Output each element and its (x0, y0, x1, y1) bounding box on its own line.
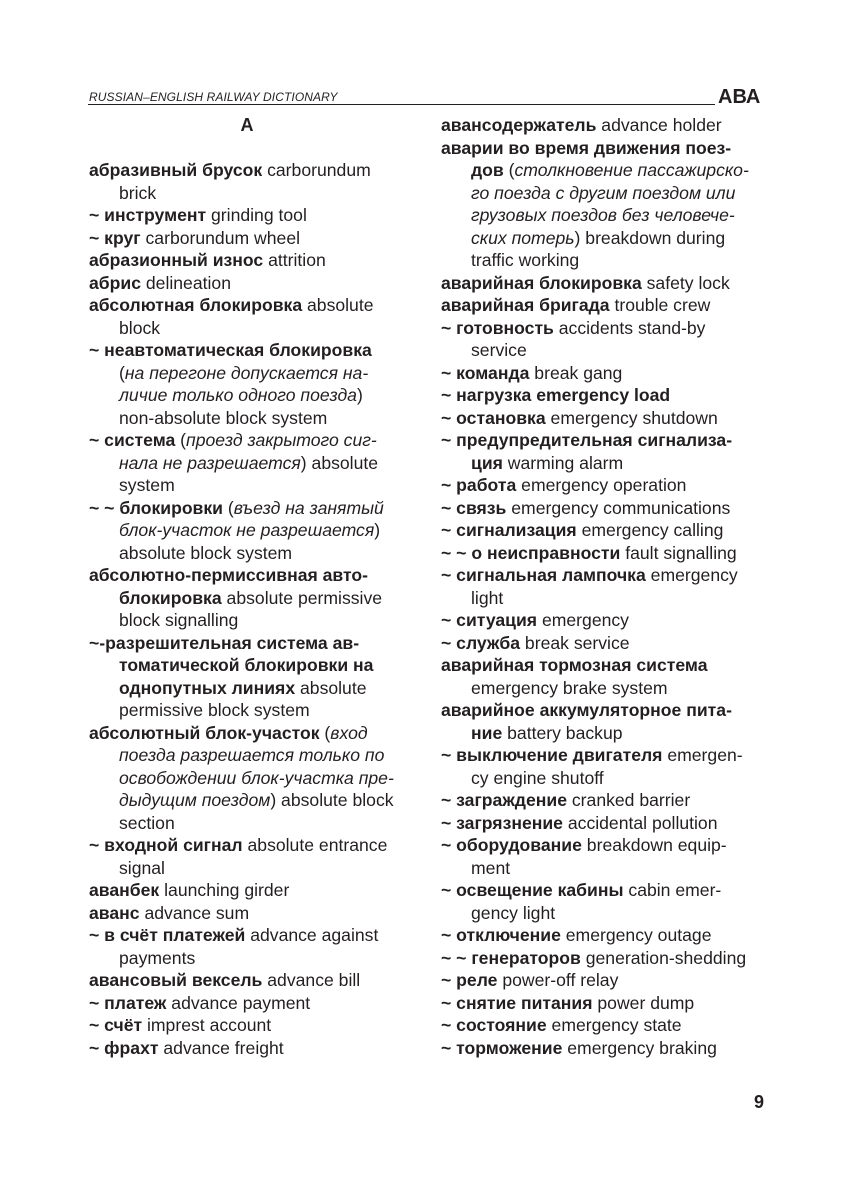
headword: ~ выключение двигателя (441, 745, 663, 765)
dictionary-entry (89, 879, 419, 902)
translation: cranked barrier (566, 790, 691, 810)
headword: абразионный износ (89, 250, 264, 270)
gloss: дыдущим поездом (119, 790, 271, 810)
headword: ~ ситуация (441, 610, 538, 630)
dictionary-entry (441, 114, 777, 137)
translation: advance against (245, 925, 379, 945)
gloss: нала не разрешается (119, 452, 301, 473)
dictionary-entry (89, 204, 419, 227)
dictionary-entry (441, 924, 777, 947)
gloss: блок-участок не разрешается (119, 520, 375, 540)
gloss: го поезда с другим поездом или (471, 182, 736, 203)
running-header-title: RUSSIAN–ENGLISH RAILWAY DICTIONARY (89, 90, 338, 104)
headword: абсолютно-пермиссивная авто- (89, 565, 369, 585)
headword: абразивный брусок (89, 160, 263, 180)
gloss: на перегоне допускается на- (124, 362, 369, 383)
headword: ~ сигнальная лампочка (441, 565, 646, 585)
gloss-paren: ( (175, 430, 187, 450)
translation: ) breakdown during (574, 227, 726, 248)
translation: absolute entrance (242, 835, 388, 855)
headword: дов (471, 160, 504, 180)
translation: imprest account (142, 1015, 272, 1035)
gloss-paren: ( (319, 722, 331, 743)
headword: аварийная бригада (441, 295, 610, 315)
headword: ~-разрешительная система ав- (89, 632, 360, 653)
dictionary-entry (89, 294, 419, 339)
translation: trouble crew (609, 295, 711, 315)
headword: абсолютная блокировка (89, 295, 303, 315)
translation: emergen- (662, 745, 743, 765)
translation: signal (119, 857, 165, 878)
translation: carborundum wheel (140, 227, 301, 248)
headword: ~ связь (441, 497, 507, 518)
dictionary-entry (441, 497, 777, 520)
gloss: проезд закрытого сиг- (186, 430, 377, 450)
gloss: грузовых поездов без человече- (471, 205, 735, 225)
dictionary-entry (89, 249, 419, 272)
translation: absolute block system (119, 542, 293, 563)
dictionary-entry (89, 429, 419, 497)
gloss: личие только одного поезда (119, 385, 357, 405)
headword: ция (471, 452, 503, 473)
translation: section (119, 812, 175, 833)
gloss-paren: ( (503, 160, 515, 180)
dictionary-entry (441, 947, 777, 970)
headword: ~ команда (441, 362, 530, 383)
dictionary-entry (89, 969, 419, 992)
headword: ~ счёт (89, 1015, 143, 1035)
headword: ~ торможение (441, 1037, 563, 1058)
dictionary-entry (441, 789, 777, 812)
dictionary-entry (441, 699, 777, 744)
translation: break service (520, 632, 630, 653)
headword: ~ освещение кабины (441, 880, 624, 900)
dictionary-entry (441, 834, 777, 879)
headword: ~ состояние (441, 1015, 547, 1035)
dictionary-entry (441, 272, 777, 295)
dictionary-entry (441, 632, 777, 655)
dictionary-entry (89, 834, 419, 879)
gloss: освобождении блок-участка пре- (119, 767, 394, 788)
headword: ~ загрязнение (441, 812, 563, 833)
translation: non-absolute block system (119, 407, 328, 428)
headword: ~ предупредительная сигнализа- (441, 430, 733, 450)
headword: ~ входной сигнал (89, 835, 243, 855)
translation: ) absolute block (270, 790, 394, 810)
headword: ~ заграждение (441, 790, 567, 810)
dictionary-entry (441, 519, 777, 542)
translation: emergency shutdown (545, 407, 718, 428)
headword: ~ остановка (441, 407, 546, 428)
headword: блокировка (119, 587, 222, 608)
translation: gency light (471, 902, 556, 923)
gloss: въезд на занятый (233, 497, 384, 518)
headword: ~ в счёт платежей (89, 925, 246, 945)
header-rule (88, 104, 715, 105)
headword: аварийное аккумуляторное пита- (441, 700, 732, 720)
dictionary-entry (441, 1014, 777, 1037)
translation: traffic working (471, 250, 580, 270)
dictionary-entry (441, 317, 777, 362)
translation: accidents stand-by (553, 317, 706, 338)
translation: warming alarm (502, 452, 624, 473)
headword: ~ отключение (441, 925, 561, 945)
gloss: ских потерь (471, 227, 575, 248)
translation: break gang (529, 362, 623, 383)
translation: brick (119, 182, 157, 203)
translation: absolute permissive (221, 587, 383, 608)
dictionary-entry (441, 1037, 777, 1060)
translation: advance bill (262, 970, 361, 990)
headword: ~ готовность (441, 317, 554, 338)
translation: emergency (537, 610, 629, 630)
dictionary-entry (441, 879, 777, 924)
translation: power dump (592, 992, 695, 1013)
headword: авансовый вексель (89, 970, 263, 990)
dictionary-entry (441, 992, 777, 1015)
headword: ние (471, 722, 503, 743)
translation: generation-shedding (580, 947, 747, 968)
dictionary-entry (441, 542, 777, 565)
gloss-paren: ( (223, 497, 234, 518)
translation: system (119, 475, 175, 495)
dictionary-entry (89, 339, 419, 429)
translation: launching girder (159, 880, 290, 900)
headword: авансодержатель (441, 115, 597, 135)
headword: ~ ~ генераторов (441, 947, 581, 968)
translation: advance holder (596, 115, 722, 135)
dictionary-entry (441, 407, 777, 430)
translation: breakdown equip- (581, 835, 727, 855)
translation: absolute (295, 677, 367, 698)
dictionary-entry (441, 969, 777, 992)
translation: safety lock (641, 272, 730, 293)
gloss: столкновение пассажирско- (514, 160, 749, 180)
headword: ~ фрахт (89, 1037, 159, 1058)
dictionary-entry (89, 992, 419, 1015)
headword: ~ система (89, 430, 176, 450)
translation: delineation (141, 272, 231, 293)
dictionary-entry (441, 812, 777, 835)
headword: абрис (89, 272, 141, 293)
headword: аванбек (89, 880, 160, 900)
headword: ~ работа (441, 475, 517, 495)
translation: emergency operation (516, 475, 687, 495)
dictionary-entry (89, 902, 419, 925)
translation: emergency brake system (471, 677, 668, 698)
translation: carborundum (262, 160, 371, 180)
translation: cabin emer- (623, 880, 722, 900)
dictionary-entry (441, 564, 777, 609)
dictionary-entry (89, 632, 419, 722)
gloss-paren: ) (374, 520, 381, 540)
translation: absolute (302, 295, 374, 315)
gloss-paren: ( (119, 362, 125, 383)
translation: emergency communications (506, 497, 731, 518)
headword: ~ круг (89, 227, 141, 248)
gloss: вход (330, 722, 368, 743)
headword: аванс (89, 902, 140, 923)
headword: томатической блокировки на (119, 655, 374, 675)
translation: emergency (645, 565, 738, 585)
headword: ~ платеж (89, 992, 167, 1013)
gloss: поезда разрешается только по (119, 745, 385, 765)
dictionary-entry (441, 384, 777, 407)
translation: block (119, 317, 161, 338)
right-column (441, 114, 777, 1059)
headword: аварии во время движения поез- (441, 137, 732, 158)
page-number: 9 (754, 1092, 765, 1112)
translation: attrition (263, 250, 326, 270)
translation: ment (471, 857, 511, 878)
headword: однопутных линиях (119, 677, 296, 698)
dictionary-entry (89, 159, 419, 204)
translation: fault signalling (620, 542, 737, 563)
translation: emergency state (546, 1015, 682, 1035)
translation: advance sum (139, 902, 250, 923)
dictionary-entry (441, 137, 777, 272)
dictionary-entry (89, 924, 419, 969)
translation: ) absolute (300, 452, 379, 473)
headword: аварийная блокировка (441, 272, 642, 293)
guide-word: АВА (718, 86, 761, 108)
headword: ~ нагрузка emergency load (441, 385, 671, 405)
translation: emergency calling (576, 520, 724, 540)
dictionary-entry (89, 272, 419, 295)
translation: emergency braking (562, 1037, 717, 1058)
dictionary-entry (441, 362, 777, 385)
headword: ~ ~ о неисправности (441, 542, 621, 563)
headword: ~ служба (441, 632, 521, 653)
translation: cy engine shutoff (471, 767, 604, 788)
translation: emergency outage (560, 925, 712, 945)
headword: ~ ~ блокировки (89, 497, 223, 518)
headword: ~ неавтоматическая блокировка (89, 340, 372, 360)
dictionary-entry (89, 227, 419, 250)
dictionary-entry (89, 497, 419, 565)
dictionary-entry (89, 1014, 419, 1037)
left-column (89, 114, 419, 1059)
headword: ~ инструмент (89, 205, 207, 225)
translation: advance payment (166, 992, 311, 1013)
translation: power-off relay (497, 970, 619, 990)
dictionary-entry (441, 744, 777, 789)
dictionary-entry (441, 474, 777, 497)
translation: battery backup (502, 722, 623, 743)
dictionary-entry (441, 654, 777, 699)
translation: advance freight (158, 1037, 284, 1058)
section-letter: А (240, 115, 254, 135)
headword: ~ сигнализация (441, 520, 577, 540)
headword: аварийная тормозная система (441, 655, 708, 675)
dictionary-entry (89, 564, 419, 632)
dictionary-entry (89, 722, 419, 835)
dictionary-entry (441, 429, 777, 474)
headword: ~ оборудование (441, 835, 582, 855)
translation: payments (119, 947, 196, 968)
translation: permissive block system (119, 700, 310, 720)
dictionary-entry (441, 294, 777, 317)
translation: service (471, 340, 527, 360)
headword: ~ реле (441, 970, 498, 990)
headword: абсолютный блок-участок (89, 722, 320, 743)
headword: ~ снятие питания (441, 992, 593, 1013)
translation: grinding tool (206, 205, 307, 225)
translation: block signalling (119, 610, 239, 630)
dictionary-entry (441, 609, 777, 632)
gloss-paren: ) (356, 385, 363, 405)
dictionary-entry (89, 1037, 419, 1060)
translation: accidental pollution (562, 812, 718, 833)
translation: light (471, 587, 504, 608)
